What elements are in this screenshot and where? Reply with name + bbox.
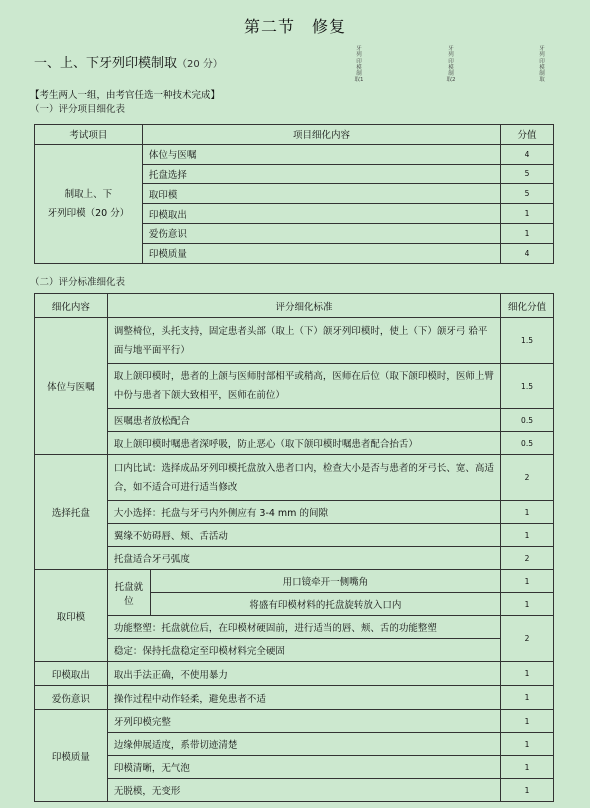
scoring-items-table [34,124,554,264]
item-cell: 取印模 [142,184,500,204]
exam-project-line2: 牙列印模（20 分） [47,207,130,219]
header-content: 细化内容 [35,294,108,318]
standard-cell: 医嘱患者放松配合 [107,409,500,432]
group-label-care: 爱伤意识 [35,686,108,710]
item-cell: 托盘选择 [142,164,500,184]
subscore-cell: 2 [501,616,554,662]
section-title [34,52,223,71]
header-subscore: 细化分值 [501,294,554,318]
header-exam-item: 考试项目 [35,125,143,145]
group-label-removal: 印模取出 [35,662,108,686]
table-row [35,710,554,733]
standard-cell: 取上颌印模时，患者的上颌与医师肘部相平或稍高，医师在后位（取下颌印模时，医师上臂中份与患者下颌大致相平，医师在前位） [107,364,500,409]
table-row [35,616,554,639]
item-cell: 爱伤意识 [142,223,500,243]
subscore-cell: 0.5 [501,409,554,432]
standard-cell: 稳定：保持托盘稳定至印模材料完全硬固 [107,639,500,662]
side-label-2: 牙列印模制取2 [446,46,456,84]
side-label-3: 牙列印模制取 [539,46,545,84]
exam-project-line1: 制取上、下 [64,188,113,200]
table-row [35,686,554,710]
table-row [35,570,554,593]
table-row [35,501,554,524]
table-row [35,547,554,570]
table-header-row [35,294,554,318]
subscore-cell: 1 [501,662,554,686]
table-row [35,662,554,686]
table-row [35,639,554,662]
score-cell: 5 [501,164,554,184]
table-row [35,144,554,164]
subscore-cell: 0.5 [501,432,554,455]
standard-cell: 取出手法正确，不使用暴力 [107,662,500,686]
header-standard: 评分细化标准 [107,294,500,318]
table-row [35,432,554,455]
header-score: 分值 [501,125,554,145]
subscore-cell: 1 [501,710,554,733]
item-cell: 印模质量 [142,243,500,263]
standard-cell: 调整椅位，头托支持，固定患者头部（取上（下）颌牙列印模时，使上（下）颌牙弓 𬌗平面与地平面平行） [107,318,500,364]
subscore-cell: 2 [501,547,554,570]
score-cell: 5 [501,184,554,204]
subscore-cell: 1 [501,570,554,593]
subscore-cell: 1 [501,524,554,547]
score-cell: 4 [501,144,554,164]
item-cell: 印模取出 [142,204,500,224]
standard-cell: 边缘伸展适度，系带切迹清楚 [107,733,500,756]
standard-cell: 牙列印模完整 [107,710,500,733]
standard-cell: 取上颌印模时嘱患者深呼吸，防止恶心（取下颌印模时嘱患者配合抬舌） [107,432,500,455]
side-label-1: 牙列印模制取1 [354,46,364,84]
standard-cell: 功能整塑：托盘就位后，在印模材硬固前，进行适当的唇、颊、舌的功能整塑 [107,616,500,639]
section-title-text: 一、上、下牙列印模制取 [34,56,178,71]
group-label-tray: 选择托盘 [35,455,108,570]
table-row [35,779,554,802]
table-header-row [35,125,554,145]
table-row [35,318,554,364]
table-row [35,364,554,409]
group-label-impression: 取印模 [35,570,108,662]
subscore-cell: 1.5 [501,364,554,409]
item-cell: 体位与医嘱 [142,144,500,164]
table-row [35,756,554,779]
exam-project-cell [35,144,143,263]
standard-cell: 将盛有印模材料的托盘旋转放入口内 [150,593,500,616]
table-row [35,524,554,547]
exam-note: 【考生两人一组，由考官任选一种技术完成】 [30,90,221,101]
subscore-cell: 1 [501,733,554,756]
subsection-1-title: （一）评分项目细化表 [30,104,126,115]
group-sublabel-tray-seat: 托盘就位 [107,570,150,616]
table-row [35,733,554,756]
score-cell: 4 [501,243,554,263]
table-row [35,409,554,432]
standard-cell: 用口镜牵开一侧嘴角 [150,570,500,593]
section-points: （20 分） [177,59,223,70]
subsection-2-title: （二）评分标准细化表 [30,277,126,288]
subscore-cell: 1 [501,593,554,616]
subscore-cell: 1.5 [501,318,554,364]
score-cell: 1 [501,223,554,243]
subscore-cell: 1 [501,501,554,524]
standard-cell: 托盘适合牙弓弧度 [107,547,500,570]
header-detail: 项目细化内容 [142,125,500,145]
scoring-standards-table [34,293,554,802]
standard-cell: 大小选择：托盘与牙弓内外侧应有 3-4 mm 的间隙 [107,501,500,524]
group-label-posture: 体位与医嘱 [35,318,108,455]
subscore-cell: 1 [501,779,554,802]
group-label-quality: 印模质量 [35,710,108,802]
standard-cell: 翼缘不妨碍唇、颊、舌活动 [107,524,500,547]
table-row [35,455,554,501]
subscore-cell: 2 [501,455,554,501]
page-title: 第二节 修复 [243,17,346,36]
standard-cell: 无脱模，无变形 [107,779,500,802]
standard-cell: 印模清晰，无气泡 [107,756,500,779]
standard-cell: 口内比试：选择成品牙列印模托盘放入患者口内，检查大小是否与患者的牙弓长、宽、高适合，如不适合可进行适当修改 [107,455,500,501]
standard-cell: 操作过程中动作轻柔，避免患者不适 [107,686,500,710]
subscore-cell: 1 [501,756,554,779]
score-cell: 1 [501,204,554,224]
subscore-cell: 1 [501,686,554,710]
